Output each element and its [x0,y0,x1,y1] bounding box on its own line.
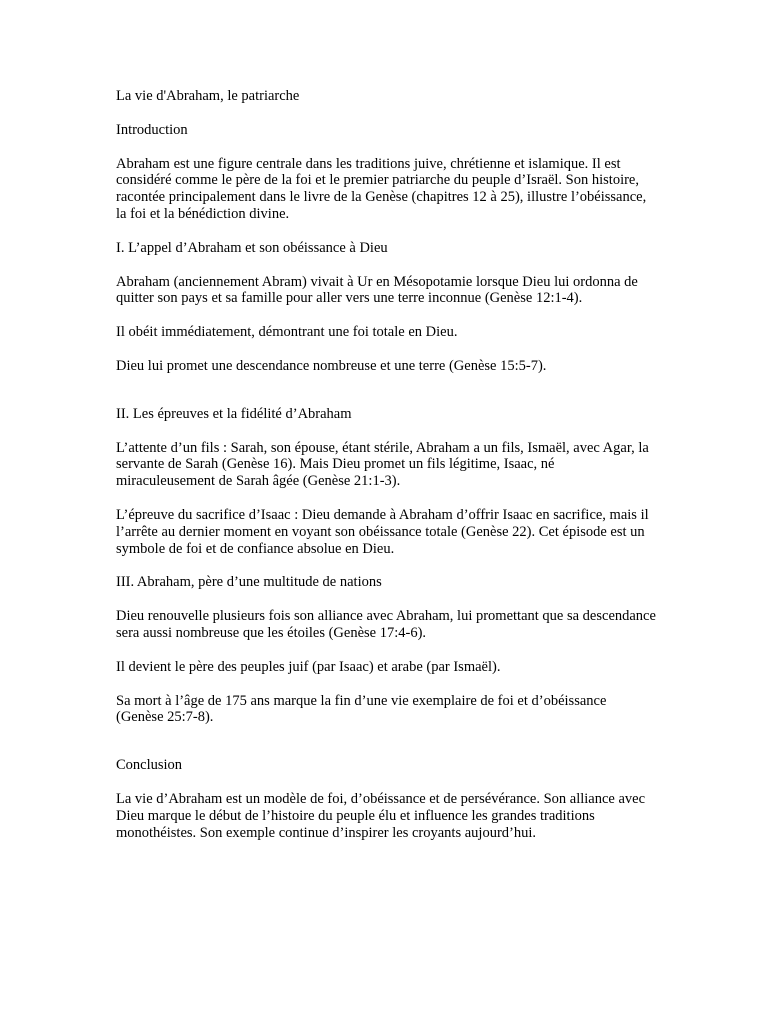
section2-paragraph: L’épreuve du sacrifice d’Isaac : Dieu demande à Abraham d’offrir Isaac en sacrifice, mais il l’arrête au dernier moment en voyant son obéissance totale (Genèse 22). Cet épisode est un symbole de foi et de confiance absolue en Dieu. [116,506,649,557]
section3-paragraph: Dieu renouvelle plusieurs fois son alliance avec Abraham, lui promettant que sa descendance sera aussi nombreuse que les étoiles (Genèse 17:4-6). [116,608,656,641]
introduction-paragraph: Abraham est une figure centrale dans les traditions juive, chrétienne et islamique. Il est considéré comme le père de la foi et le premier patriarche du peuple d’Israël. Son histoire, racontée principalement dans le livre de la Genèse (chapitres 12 à 25), illustre l’obéissance, la foi et la bénédiction divine. [116,155,647,222]
conclusion-paragraph: La vie d’Abraham est un modèle de foi, d’obéissance et de persévérance. Son alliance avec Dieu marque le début de l’histoire du peuple élu et influence les grandes traditions monothéistes. Son exemple continue d’inspirer les croyants aujourd’hui. [116,790,646,841]
section3-paragraph: Il devient le père des peuples juif (par Isaac) et arabe (par Ismaël). [116,658,501,675]
section1-paragraph: Abraham (anciennement Abram) vivait à Ur en Mésopotamie lorsque Dieu lui ordonna de quitter son pays et sa famille pour aller vers une terre inconnue (Genèse 12:1-4). [116,273,638,307]
section3-heading: III. Abraham, père d’une multitude de nations [116,574,382,591]
section1-paragraph: Dieu lui promet une descendance nombreuse et une terre (Genèse 15:5-7). [116,357,547,374]
conclusion-heading: Conclusion [116,757,183,774]
section1-heading: I. L’appel d’Abraham et son obéissance à Dieu [116,239,388,256]
section2-paragraph: L’attente d’un fils : Sarah, son épouse, étant stérile, Abraham a un fils, Ismaël, avec Agar, la servante de Sarah (Genèse 16). Mais Dieu promet un fils légitime, Isaac, né miraculeusement de Sarah âgée (Genèse 21:1-3). [116,439,649,490]
section3-paragraph: Sa mort à l’âge de 175 ans marque la fin d’une vie exemplaire de foi et d’obéissance (Genèse 25:7-8). [116,692,607,726]
introduction-heading: Introduction [116,121,188,138]
section2-heading: II. Les épreuves et la fidélité d’Abraham [116,405,352,422]
document-page [116,88,656,858]
document-title: La vie d'Abraham, le patriarche [116,88,300,104]
section1-paragraph: Il obéit immédiatement, démontrant une foi totale en Dieu. [116,324,458,341]
